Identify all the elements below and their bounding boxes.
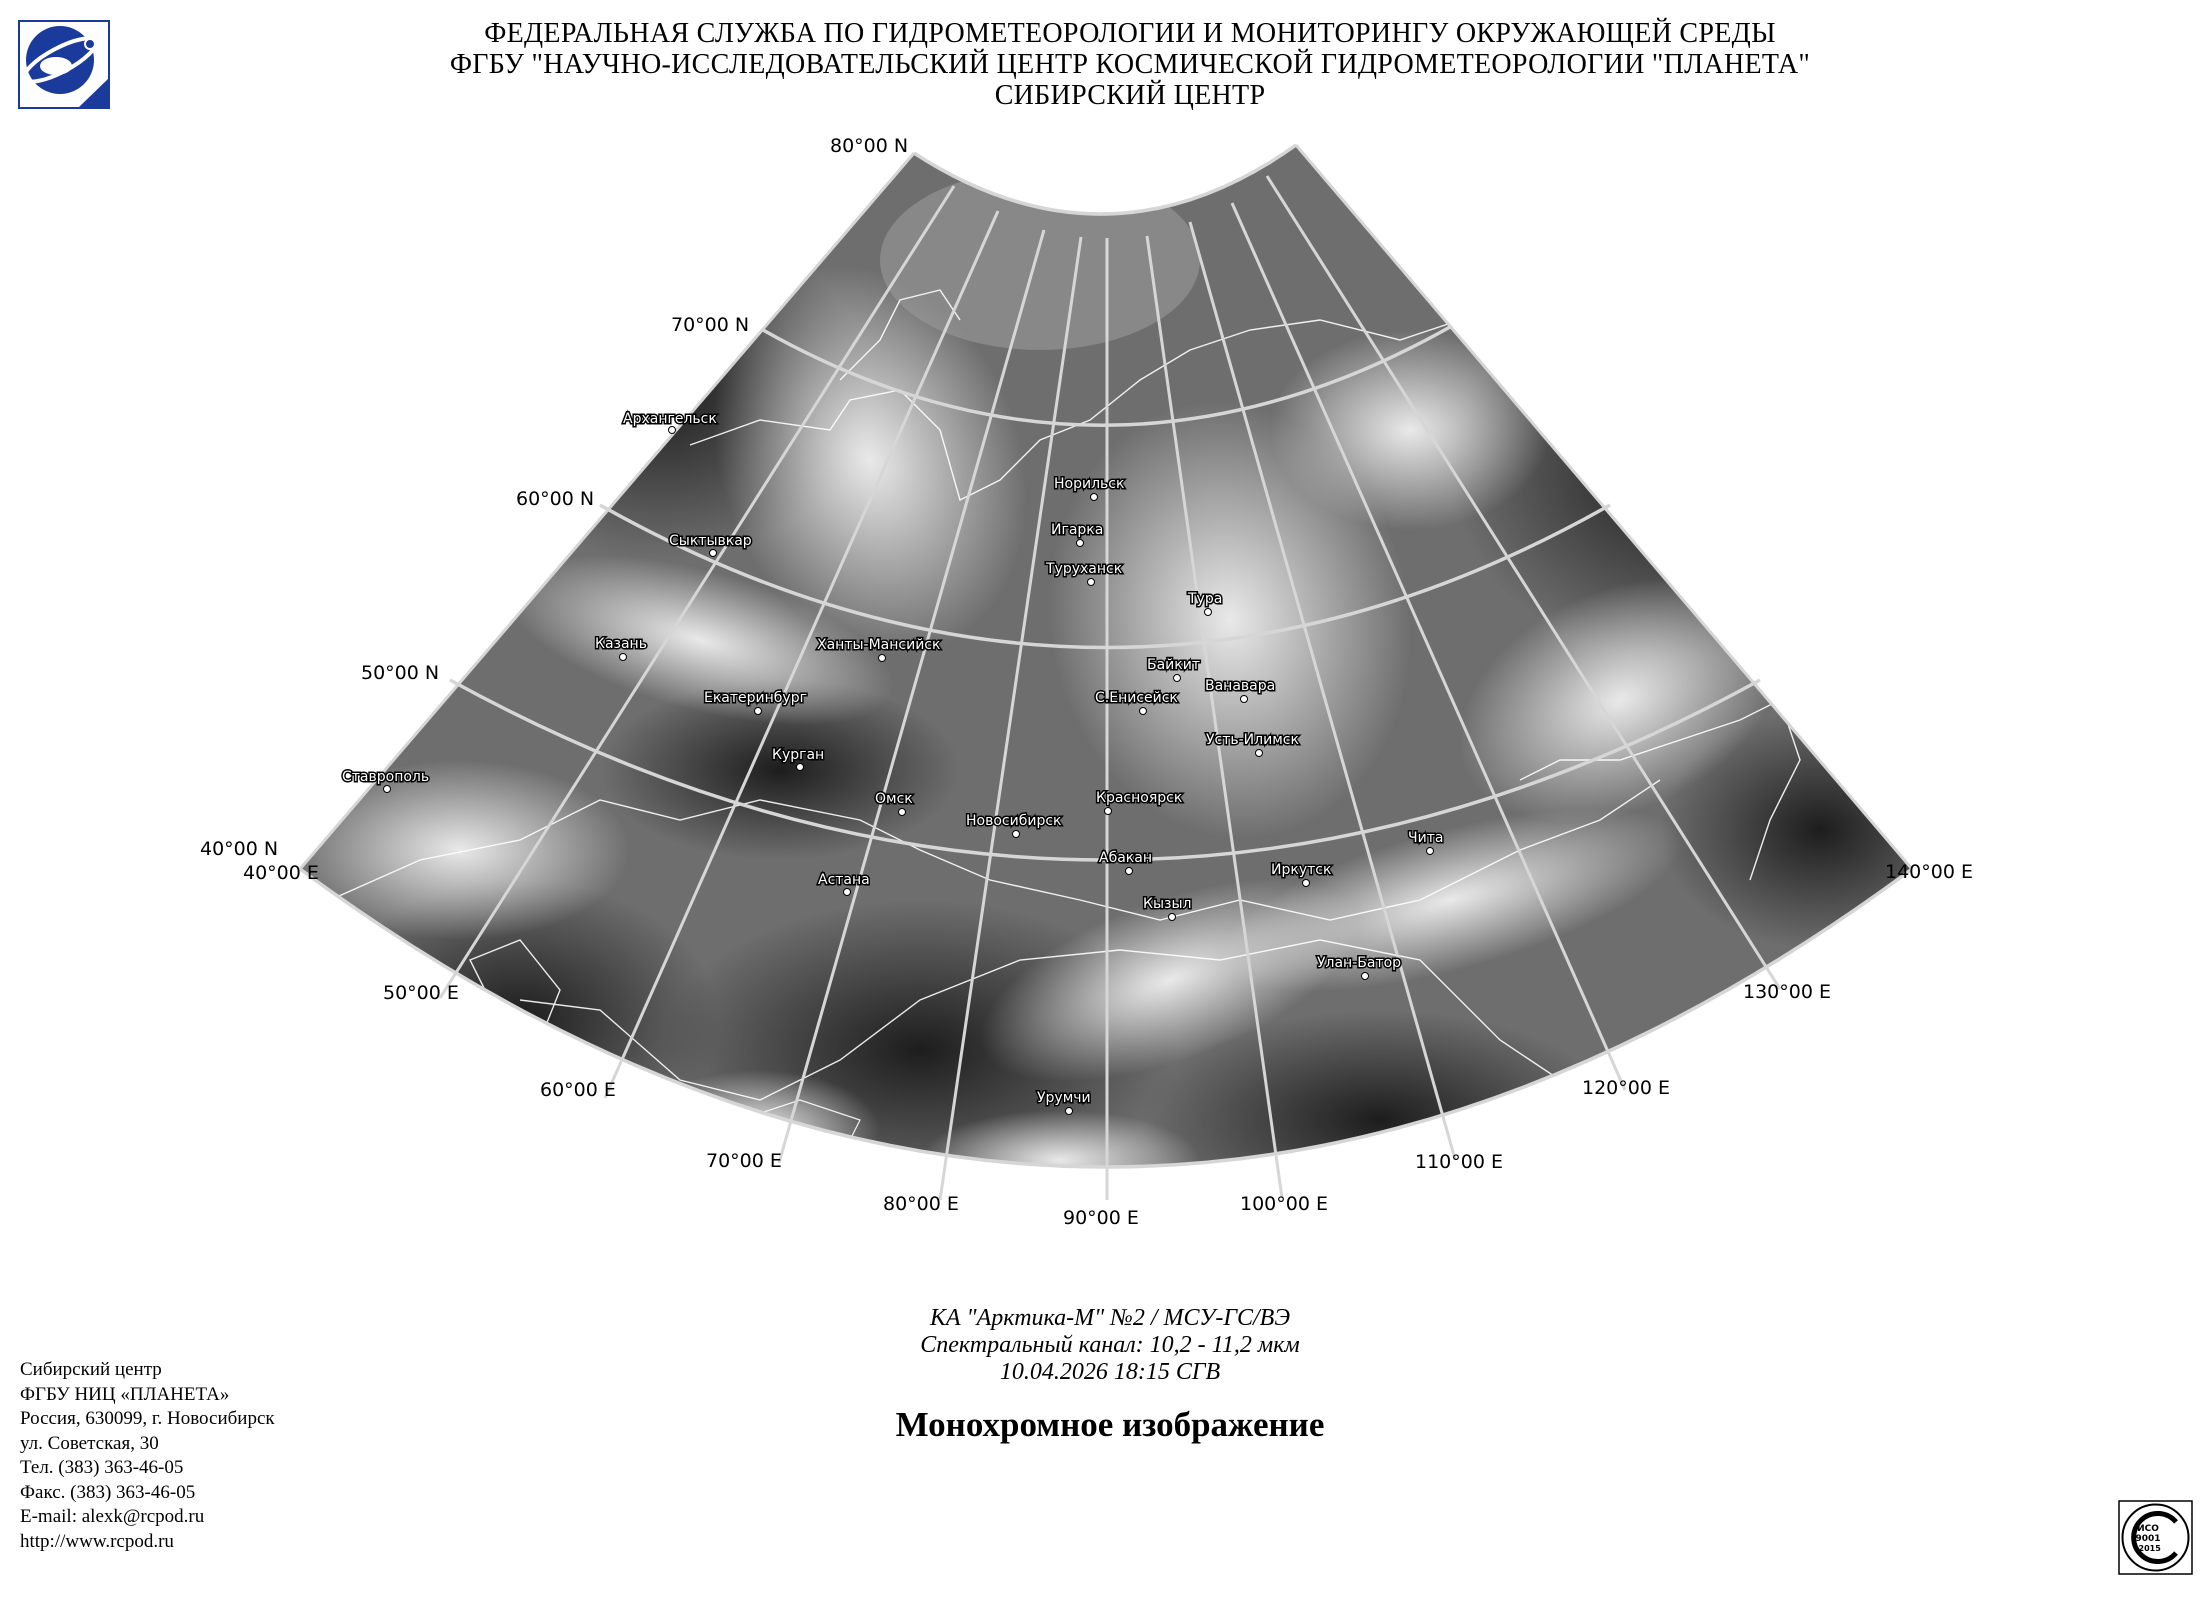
address-line-street: ул. Советская, 30 bbox=[20, 1432, 159, 1454]
city-label-novosibirsk: Новосибирск bbox=[966, 813, 1062, 829]
caption-satellite: КА "Арктика-М" №2 / МСУ-ГС/ВЭ bbox=[929, 1305, 1291, 1331]
city-label-yekaterinburg: Екатеринбург bbox=[704, 690, 807, 706]
city-label-baykit: Байкит bbox=[1147, 657, 1200, 673]
city-label-omsk: Омск bbox=[875, 791, 913, 807]
lon-label-60: 60°00 E bbox=[540, 1079, 616, 1101]
lon-label-130: 130°00 E bbox=[1743, 981, 1831, 1003]
lat-label-40: 40°00 N bbox=[200, 838, 279, 860]
city-dot-baykit bbox=[1174, 675, 1181, 682]
city-label-abakan: Абакан bbox=[1099, 850, 1152, 866]
caption-channel: Спектральный канал: 10,2 - 11,2 мкм bbox=[920, 1332, 1300, 1358]
city-label-syktyvkar: Сыктывкар bbox=[669, 533, 752, 549]
city-label-yeniseysk: С.Енисейск bbox=[1095, 690, 1178, 706]
image-title: Монохромное изображение bbox=[895, 1405, 1325, 1444]
lon-label-40: 40°00 E bbox=[243, 862, 319, 884]
address-line-email: E-mail: alexk@rcpod.ru bbox=[20, 1506, 205, 1527]
address-line-city: Россия, 630099, г. Новосибирск bbox=[20, 1408, 275, 1429]
lon-label-140: 140°00 E bbox=[1885, 861, 1973, 883]
city-label-kazan: Казань bbox=[595, 636, 647, 652]
lon-label-100: 100°00 E bbox=[1240, 1193, 1328, 1215]
lat-label-70: 70°00 N bbox=[671, 314, 750, 336]
city-dot-astana bbox=[844, 889, 851, 896]
address-line-fax: Факс. (383) 363-46-05 bbox=[20, 1481, 196, 1503]
lat-label-60: 60°00 N bbox=[516, 488, 595, 510]
city-label-chita: Чита bbox=[1408, 830, 1444, 846]
iso-certification-badge bbox=[2118, 1500, 2193, 1575]
city-label-igarka: Игарка bbox=[1051, 522, 1104, 538]
city-label-khanty: Ханты-Мансийск bbox=[817, 637, 941, 653]
header-line-agency: ФЕДЕРАЛЬНАЯ СЛУЖБА ПО ГИДРОМЕТЕОРОЛОГИИ И МОНИТОРИНГУ ОКРУЖАЮЩЕЙ СРЕДЫ bbox=[484, 18, 1776, 49]
city-label-kyzyl: Кызыл bbox=[1143, 896, 1192, 912]
city-label-tura: Тура bbox=[1188, 591, 1223, 607]
city-label-krasnoyarsk: Красноярск bbox=[1096, 790, 1183, 806]
city-dot-yekaterinburg bbox=[755, 708, 762, 715]
city-label-arkhangelsk: Архангельск bbox=[623, 411, 717, 427]
image-caption bbox=[760, 1305, 1460, 1386]
city-dot-novosibirsk bbox=[1013, 831, 1020, 838]
header-line-institute: ФГБУ "НАУЧНО-ИССЛЕДОВАТЕЛЬСКИЙ ЦЕНТР КОСМИЧЕСКОЙ ГИДРОМЕТЕОРОЛОГИИ "ПЛАНЕТА" bbox=[449, 49, 1811, 80]
header-line-center: СИБИРСКИЙ ЦЕНТР bbox=[994, 80, 1266, 111]
city-label-norilsk: Норильск bbox=[1054, 476, 1125, 492]
city-label-ustilimsk: Усть-Илимск bbox=[1206, 732, 1299, 748]
city-dot-irkutsk bbox=[1303, 880, 1310, 887]
city-dot-turukhansk bbox=[1088, 579, 1095, 586]
city-dot-yeniseysk bbox=[1140, 708, 1147, 715]
city-dot-krasnoyarsk bbox=[1105, 808, 1112, 815]
city-dot-igarka bbox=[1077, 540, 1084, 547]
city-label-urumqi: Урумчи bbox=[1037, 1090, 1091, 1106]
city-dot-norilsk bbox=[1091, 494, 1098, 501]
city-label-astana: Астана bbox=[818, 872, 870, 888]
city-dot-tura bbox=[1205, 609, 1212, 616]
address-line-phone: Тел. (383) 363-46-05 bbox=[20, 1457, 184, 1478]
city-dot-ulanbator bbox=[1362, 973, 1369, 980]
city-dot-urumqi bbox=[1066, 1108, 1073, 1115]
city-label-stavropol: Ставрополь bbox=[342, 769, 430, 785]
city-label-vanavara: Ванавара bbox=[1205, 678, 1276, 694]
city-dot-syktyvkar bbox=[710, 550, 717, 557]
city-dot-arkhangelsk bbox=[669, 427, 676, 434]
iso-text-3: -2015 bbox=[2135, 1544, 2161, 1553]
lat-label-50: 50°00 N bbox=[361, 662, 440, 684]
city-dot-abakan bbox=[1126, 868, 1133, 875]
city-dot-chita bbox=[1427, 848, 1434, 855]
city-dot-kazan bbox=[620, 654, 627, 661]
city-dot-khanty bbox=[879, 655, 886, 662]
city-label-kurgan: Курган bbox=[772, 747, 825, 763]
city-label-turukhansk: Туруханск bbox=[1046, 561, 1123, 577]
lon-label-110: 110°00 E bbox=[1415, 1151, 1503, 1173]
lat-label-80: 80°00 N bbox=[830, 135, 909, 157]
lon-label-70: 70°00 E bbox=[706, 1150, 782, 1172]
address-line-website: http://www.rcpod.ru bbox=[20, 1530, 174, 1552]
lon-label-90: 90°00 E bbox=[1063, 1207, 1139, 1229]
lon-label-120: 120°00 E bbox=[1582, 1077, 1670, 1099]
address-line-org: ФГБУ НИЦ «ПЛАНЕТА» bbox=[20, 1383, 230, 1405]
iso-text-1: ИСО bbox=[2137, 1524, 2159, 1534]
city-dot-vanavara bbox=[1241, 696, 1248, 703]
address-line-center: Сибирский центр bbox=[20, 1359, 162, 1380]
iso-text-2: 9001 bbox=[2135, 1534, 2161, 1544]
city-dot-omsk bbox=[899, 809, 906, 816]
city-dot-kyzyl bbox=[1169, 914, 1176, 921]
city-dot-kurgan bbox=[797, 764, 804, 771]
lon-label-50: 50°00 E bbox=[383, 982, 459, 1004]
contact-address bbox=[20, 1358, 275, 1554]
city-dot-ustilimsk bbox=[1256, 750, 1263, 757]
lon-label-80: 80°00 E bbox=[883, 1193, 959, 1215]
city-dot-stavropol bbox=[384, 786, 391, 793]
city-label-ulanbator: Улан-Батор bbox=[1317, 955, 1402, 971]
caption-datetime: 10.04.2026 18:15 СГВ bbox=[999, 1359, 1221, 1385]
city-label-irkutsk: Иркутск bbox=[1271, 862, 1332, 878]
